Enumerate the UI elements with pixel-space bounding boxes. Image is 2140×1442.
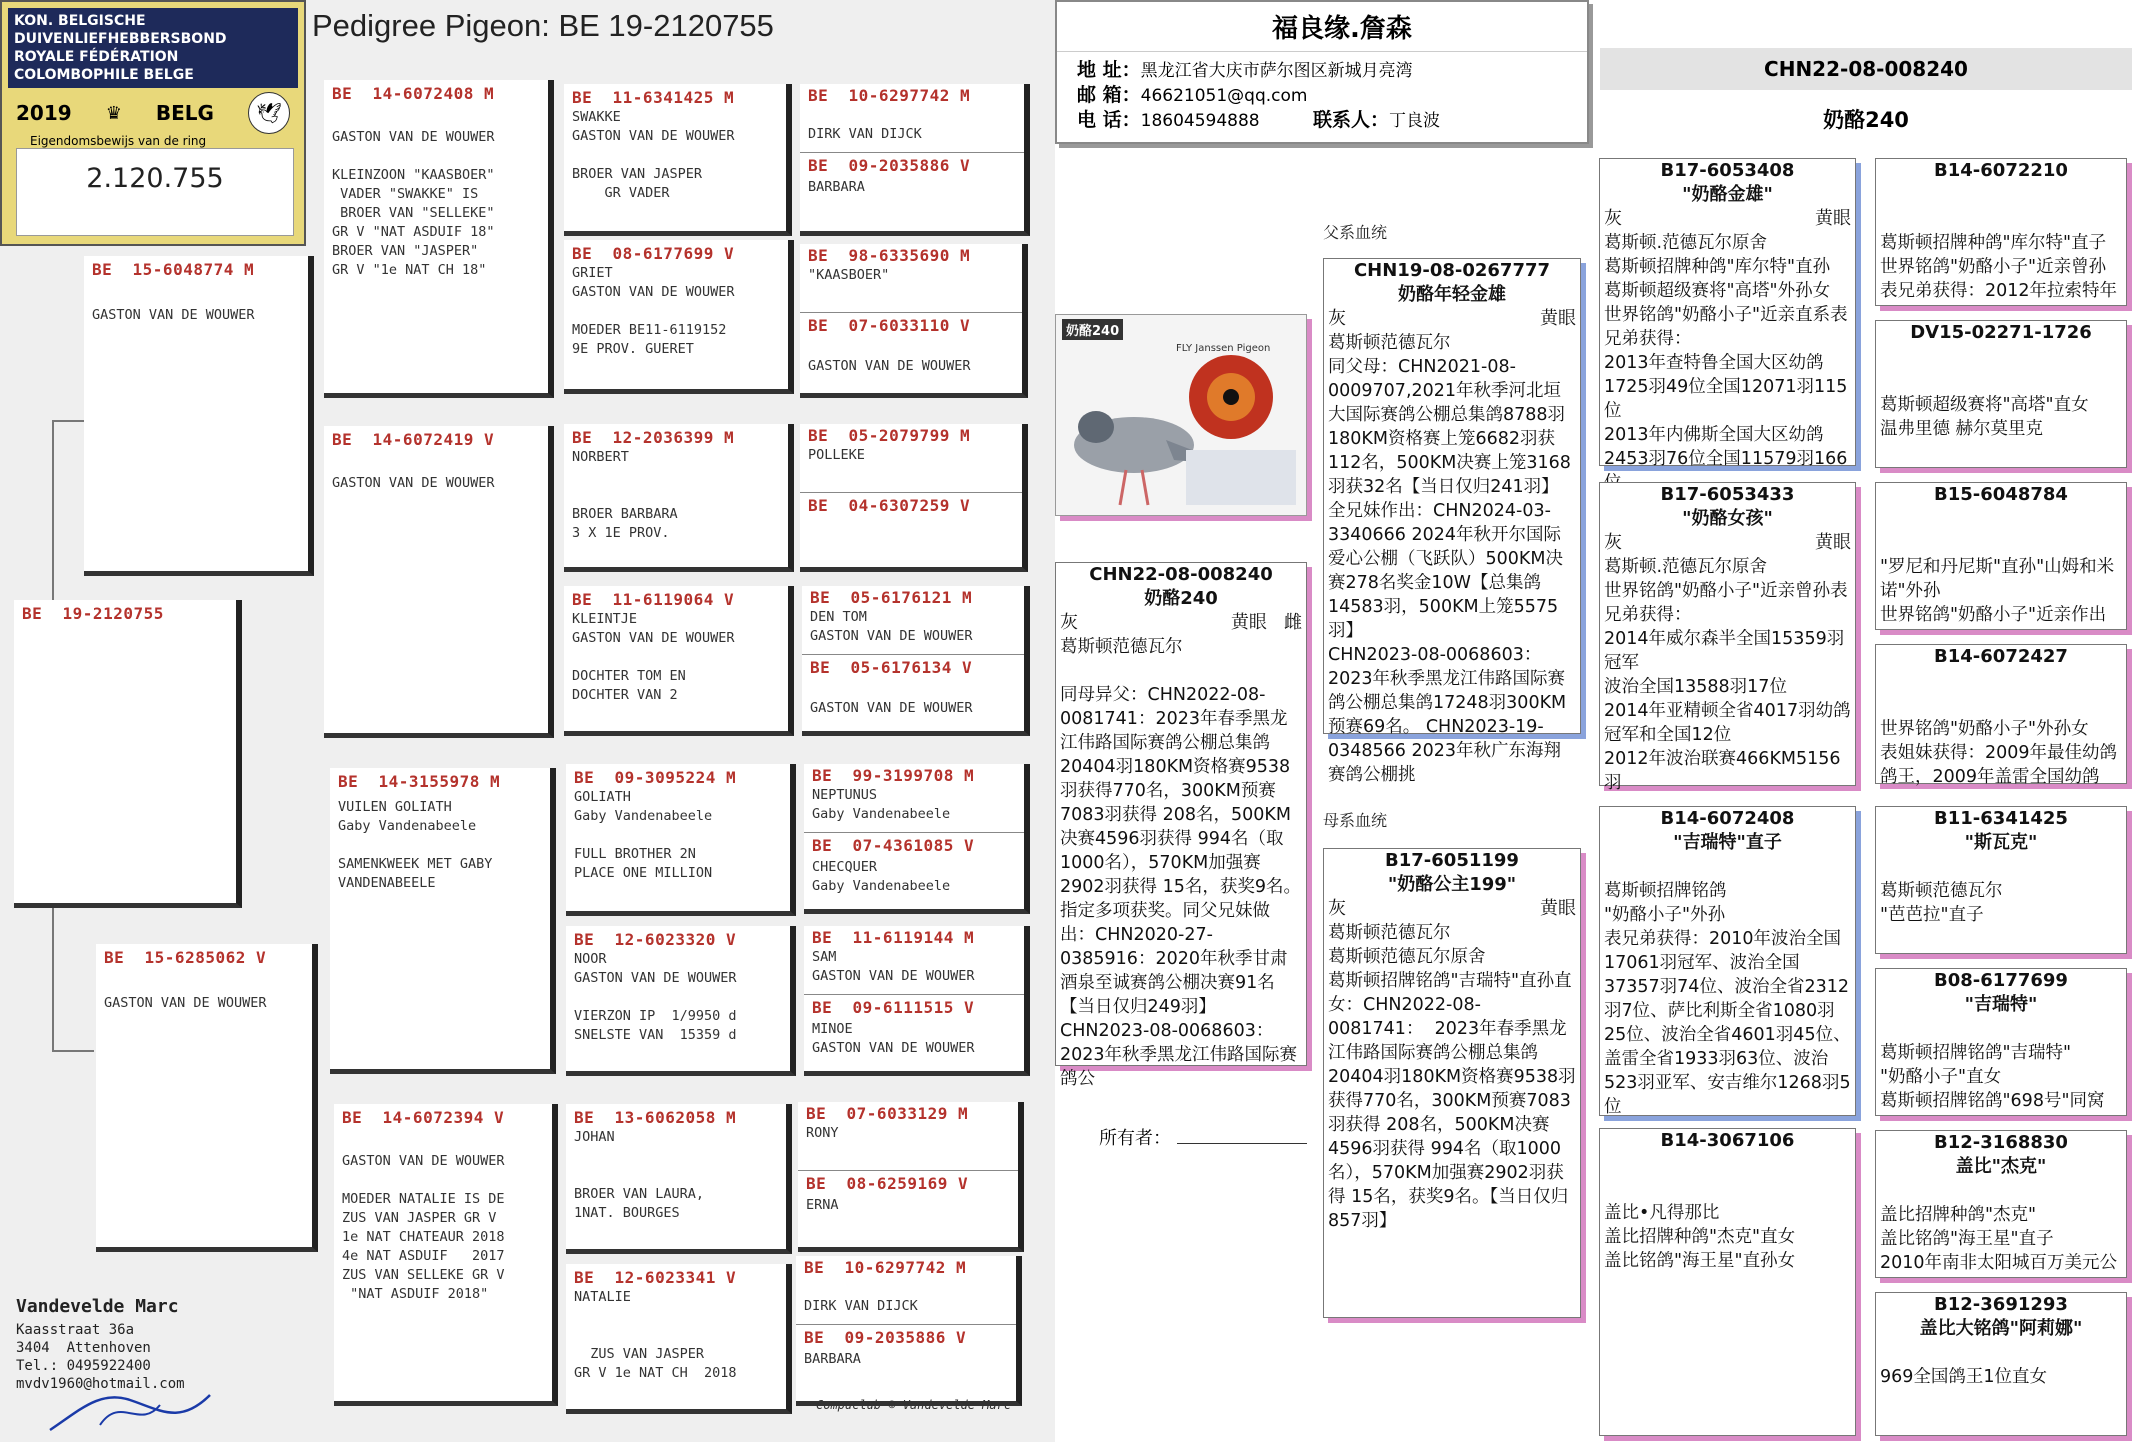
pigeon-notes: BARBARA bbox=[808, 179, 865, 195]
email-value: 46621051@qq.com bbox=[1140, 86, 1308, 106]
crown-icon: ♛ bbox=[105, 102, 122, 124]
great-grandparent-card bbox=[1875, 806, 2127, 954]
pigeon-notes: GASTON VAN DE WOUWER bbox=[332, 475, 495, 491]
divider bbox=[800, 312, 1022, 313]
pigeon-notes: 葛斯顿范德瓦尔 葛斯顿范德瓦尔原舍 葛斯顿招牌铭鸽"吉瑞特"直孙直女：CHN2022-08-0081741： 2023年春季黑龙江伟路国际赛鸽公棚总集鸽20404羽180KM资格赛9538羽获得770名，300KM预赛7083羽获得 208名，500KM决赛4596羽获得 994名（取1000名），570KM加强赛2902羽获得 15名，获奖9名。【当日仅归857羽】 bbox=[1328, 923, 1576, 1231]
footer-credit: Compuclub © Vandevelde Marc bbox=[816, 1398, 1012, 1412]
ancestor-pair-card bbox=[800, 244, 1028, 398]
pigeon-notes: NATALIE ZUS VAN JASPER GR V 1e NAT CH 2018 bbox=[574, 1289, 737, 1381]
pigeon-name bbox=[1876, 669, 2126, 693]
pigeon-name: 盖比"杰克" bbox=[1955, 1156, 2047, 1177]
pigeon-name: "奶酪金雄" bbox=[1682, 184, 1773, 205]
divider bbox=[804, 832, 1024, 833]
sire-pedigree-card bbox=[1323, 258, 1581, 785]
badge-year: 2019 bbox=[16, 101, 72, 125]
header-ring-bar bbox=[1600, 48, 2132, 90]
grandparent-card bbox=[1599, 806, 1856, 1116]
pigeon-emblem-icon: 🕊 bbox=[248, 92, 290, 134]
grandparent-card bbox=[1599, 158, 1856, 469]
ring-number: BE 15-6285062 V bbox=[104, 948, 267, 967]
phone-label: 电 话： bbox=[1077, 109, 1141, 131]
ring-number: BE 08-6177699 V bbox=[572, 244, 735, 263]
great-grandparent-card bbox=[564, 424, 794, 572]
ring-number: CHN19-08-0267777 bbox=[1353, 260, 1551, 281]
eye: 黄眼 bbox=[1815, 532, 1851, 553]
photo-brand: FLY Janssen Pigeon bbox=[1176, 343, 1271, 354]
badge-line3: Eigendomsbewijs van de ring bbox=[30, 134, 207, 148]
ring-number: B15-6048784 bbox=[1934, 484, 2068, 505]
pigeon-notes: GASTON VAN DE WOUWER KLEINZOON "KAASBOER" VADER "SWAKKE" IS BROER VAN "SELLEKE" GR V "NAT ASDUIF 18" BROER VAN "JASPER" GR V "1e NAT CH 18" bbox=[332, 129, 495, 278]
photo-title: 奶酪240 bbox=[1062, 319, 1123, 340]
pigeon-notes: POLLEKE bbox=[808, 447, 865, 463]
pigeon-notes: MINOE GASTON VAN DE WOUWER bbox=[812, 1021, 975, 1056]
ring-number: BE 10-6297742 M bbox=[804, 1258, 967, 1277]
pigeon-name: "奶酪女孩" bbox=[1682, 508, 1773, 529]
breeder-address: Kaasstraat 36a 3404 Attenhoven Tel.: 0495922400 mvdv1960@hotmail.com bbox=[16, 1322, 185, 1392]
pedigree-title: Pedigree Pigeon: BE 19-2120755 bbox=[312, 8, 774, 43]
ring-number: BE 09-3095224 M bbox=[574, 768, 737, 787]
ring-number: BE 09-2035886 V bbox=[804, 1328, 967, 1347]
pigeon-notes: GASTON VAN DE WOUWER bbox=[808, 358, 971, 374]
grandparent-card bbox=[324, 426, 554, 738]
pigeon-notes: NEPTUNUS Gaby Vandenabeele bbox=[812, 787, 951, 822]
divider bbox=[796, 1324, 1016, 1325]
great-grandparent-card bbox=[1875, 644, 2127, 787]
pigeon-notes: ERNA bbox=[806, 1197, 839, 1213]
great-grandparent-card bbox=[1875, 968, 2127, 1116]
ancestor-pair-card bbox=[802, 586, 1030, 736]
contact-label: 联系人： bbox=[1313, 109, 1390, 131]
pigeon-notes: NORBERT BROER BARBARA 3 X 1E PROV. bbox=[572, 449, 678, 541]
address-label: 地 址： bbox=[1077, 59, 1141, 81]
ring-number: B14-6072427 bbox=[1934, 646, 2068, 667]
ring-number: BE 09-6111515 V bbox=[812, 998, 975, 1017]
pigeon-notes: 葛斯顿.范德瓦尔原舍 世界铭鸽"奶酪小子"近亲曾孙表兄弟获得： 2014年威尔森半全国15359羽冠军 波治全国13588羽17位 2014年亚精顿全省4017羽幼鸽冠军和全国12位 2012年波治联赛466KM5156羽 bbox=[1604, 557, 1851, 793]
color: 灰 bbox=[1604, 532, 1622, 553]
pigeon-notes: SWAKKE GASTON VAN DE WOUWER BROER VAN JASPER GR VADER bbox=[572, 109, 735, 201]
pigeon-notes: 盖比•凡得那比 盖比招牌种鸽"杰克"直女 盖比铭鸽"海王星"直孙女 bbox=[1604, 1203, 1796, 1271]
ring-number: BE 08-6259169 V bbox=[806, 1174, 969, 1193]
belgian-pedigree-panel bbox=[0, 0, 1055, 1442]
pigeon-notes: "KAASBOER" bbox=[808, 267, 890, 283]
pigeon-name bbox=[1876, 345, 2126, 369]
pigeon-notes: GOLIATH Gaby Vandenabeele FULL BROTHER 2N PLACE ONE MILLION bbox=[574, 789, 713, 881]
divider bbox=[802, 654, 1024, 655]
subject-pigeon-card bbox=[14, 600, 242, 908]
pigeon-notes: DIRK VAN DIJCK bbox=[808, 126, 922, 142]
pigeon-notes: 盖比招牌种鸽"杰克" 盖比铭鸽"海王星"直子 2010年南非太阳城百万美元公 bbox=[1880, 1205, 2118, 1273]
ring-ownership-badge bbox=[0, 0, 306, 246]
ring-number: BE 13-6062058 M bbox=[574, 1108, 737, 1127]
pigeon-name: 盖比大铭鸽"阿莉娜" bbox=[1919, 1318, 2083, 1339]
pigeon-name bbox=[1876, 183, 2126, 207]
ring-number: B08-6177699 bbox=[1934, 970, 2068, 991]
eye: 黄眼 bbox=[1230, 612, 1267, 633]
pigeon-name: "奶酪公主199" bbox=[1387, 874, 1517, 895]
great-grandparent-card bbox=[1875, 320, 2127, 468]
owner-label: 所有者： bbox=[1099, 1128, 1171, 1149]
great-grandparent-card bbox=[566, 926, 796, 1076]
great-grandparent-card bbox=[564, 240, 794, 394]
father-line-label: 父系血统 bbox=[1323, 223, 1388, 242]
chinese-pedigree-panel bbox=[1055, 0, 2140, 1442]
ring-number: BE 07-6033110 V bbox=[808, 316, 971, 335]
ring-number: BE 12-2036399 M bbox=[572, 428, 735, 447]
pigeon-notes: 葛斯顿.范德瓦尔原舍 葛斯顿招牌种鸽"库尔特"直孙 葛斯顿超级赛将"高塔"外孙女 世界铭鸽"奶酪小子"近亲直系表兄弟获得： 2013年查特鲁全国大区幼鸽1725羽49位全国12071羽115位 2013年内佛斯全国大区幼鸽2453羽76位全国11579羽166 bbox=[1604, 233, 1848, 469]
mother-line-label: 母系血统 bbox=[1323, 811, 1388, 830]
ring-number: B17-6053408 bbox=[1660, 160, 1795, 181]
eye: 黄眼 bbox=[1815, 208, 1851, 229]
pigeon-notes: 葛斯顿范德瓦尔 同父母：CHN2021-08-0009707,2021年秋季河北垣大国际赛鸽公棚总集鸽8788羽180KM资格赛上笼6682羽获112名，500KM决赛上笼3168羽获32名【当日仅归241羽】全兄妹作出：CHN2024-03-3340666 2024年秋开尔国际爱心公棚（飞跃队）500KM决赛278名奖金10W【总集鸽14583羽，500KM上笼5575羽】 CHN2023-08-0068603：2023年秋季黑龙江伟路国际赛鸽公棚总集鸽17248羽300KM预赛69名。 CHN2023-19-0348566 2023年秋广东海翔赛鸽公棚挑 bbox=[1328, 333, 1571, 785]
color: 灰 bbox=[1604, 208, 1622, 229]
divider bbox=[798, 1170, 1018, 1171]
badge-line1: KON. BELGISCHE DUIVENLIEFHEBBERSBOND bbox=[14, 13, 227, 47]
ring-number: BE 05-6176134 V bbox=[810, 658, 973, 677]
badge-country: BELG bbox=[155, 101, 214, 125]
pigeon-notes: GASTON VAN DE WOUWER MOEDER NATALIE IS DE ZUS VAN JASPER GR V 1e NAT CHATEAUR 2018 4e NAT ASDUIF 2017 ZUS VAN SELLEKE GR V "NAT ASDUIF 2018" bbox=[342, 1153, 505, 1302]
ring-number: B12-3168830 bbox=[1934, 1132, 2068, 1153]
ring-number: B14-3067106 bbox=[1660, 1130, 1795, 1151]
dam-card bbox=[96, 944, 318, 1252]
ring-number: BE 05-2079799 M bbox=[808, 426, 971, 445]
pigeon-notes: 葛斯顿范德瓦尔 "芭芭拉"直子 bbox=[1880, 881, 2003, 925]
grandparent-card bbox=[334, 1104, 558, 1406]
pigeon-notes: 葛斯顿招牌铭鸽 "奶酪小子"外孙 表兄弟获得：2010年波治全国17061羽冠军、波治全国37357羽74位、波治全省2312羽7位、萨比利斯全省1080羽25位、波治全省4601羽45位、盖雷全省1933羽63位、波治523羽亚军、安吉维尔1268羽5位 bbox=[1604, 881, 1851, 1117]
pigeon-notes: DEN TOM GASTON VAN DE WOUWER bbox=[810, 609, 973, 644]
breeder-text: GASTON VAN DE WOUWER bbox=[92, 307, 255, 323]
sire-card bbox=[84, 256, 314, 576]
color: 灰 bbox=[1328, 898, 1346, 919]
pigeon-notes: KLEINTJE GASTON VAN DE WOUWER DOCHTER TOM EN DOCHTER VAN 2 bbox=[572, 611, 735, 703]
badge-line2: ROYALE FÉDÉRATION COLOMBOPHILE BELGE bbox=[14, 49, 194, 83]
ring-number: B14-6072408 bbox=[1660, 808, 1795, 829]
pigeon-notes: JOHAN BROER VAN LAURA, 1NAT. BOURGES bbox=[574, 1129, 705, 1221]
ancestor-pair-card bbox=[800, 424, 1028, 572]
breeder-name: Vandevelde Marc bbox=[16, 1296, 179, 1317]
ring-number: B14-6072210 bbox=[1934, 160, 2068, 181]
ancestor-pair-card bbox=[800, 84, 1030, 236]
pigeon-notes: GRIET GASTON VAN DE WOUWER MOEDER BE11-6119152 9E PROV. GUERET bbox=[572, 265, 735, 357]
breeder-text: GASTON VAN DE WOUWER bbox=[104, 995, 267, 1011]
pigeon-notes: 葛斯顿招牌种鸽"库尔特"直子 世界铭鸽"奶酪小子"近亲曾孙 表兄弟获得：2012年拉索特年 bbox=[1880, 233, 2118, 301]
pigeon-notes: BARBARA bbox=[804, 1351, 861, 1367]
pigeon-notes: 葛斯顿招牌铭鸽"吉瑞特" "奶酪小子"直女 葛斯顿招牌铭鸽"698号"同窝 bbox=[1880, 1043, 2105, 1111]
ring-number: BE 19-2120755 bbox=[22, 604, 164, 623]
email-label: 邮 箱： bbox=[1077, 84, 1141, 106]
subject-pedigree-card bbox=[1055, 562, 1307, 1089]
great-grandparent-card bbox=[1875, 1292, 2127, 1436]
pigeon-name: "吉瑞特"直子 bbox=[1673, 832, 1782, 853]
ring-number: BE 09-2035886 V bbox=[808, 156, 971, 175]
pigeon-notes: SAM GASTON VAN DE WOUWER bbox=[812, 949, 975, 984]
great-grandparent-card bbox=[1875, 158, 2127, 306]
great-grandparent-card bbox=[564, 84, 792, 236]
ring-number: B17-6051199 bbox=[1385, 850, 1519, 871]
pigeon-name: 奶酪年轻金雄 bbox=[1398, 284, 1506, 305]
great-grandparent-card bbox=[566, 764, 796, 916]
dam-pedigree-card bbox=[1323, 848, 1581, 1318]
pigeon-notes: "罗尼和丹尼斯"直孙"山姆和米诺"外孙 世界铭鸽"奶酪小子"近亲作出 bbox=[1880, 557, 2115, 625]
ring-number: CHN22-08-008240 bbox=[1089, 564, 1273, 585]
ring-number: BE 12-6023320 V bbox=[574, 930, 737, 949]
pigeon-notes: GASTON VAN DE WOUWER bbox=[810, 700, 973, 716]
ancestor-pair-card bbox=[804, 764, 1030, 914]
great-grandparent-card bbox=[1875, 482, 2127, 630]
ancestor-pair-card bbox=[796, 1256, 1022, 1406]
grandparent-card bbox=[330, 768, 556, 1074]
ring-number: BE 14-3155978 M bbox=[338, 772, 501, 791]
great-grandparent-card bbox=[564, 586, 794, 736]
pigeon-name: "吉瑞特" bbox=[1964, 994, 2038, 1015]
ring-number: BE 12-6023341 V bbox=[574, 1268, 737, 1287]
pigeon-name: "斯瓦克" bbox=[1964, 832, 2038, 853]
pigeon-notes: CHECQUER Gaby Vandenabeele bbox=[812, 859, 951, 894]
ring-number: BE 14-6072408 M bbox=[332, 84, 495, 103]
ring-number: BE 14-6072394 V bbox=[342, 1108, 505, 1127]
ring-number: BE 07-6033129 M bbox=[806, 1104, 969, 1123]
pigeon-name bbox=[1876, 507, 2126, 531]
ring-number: B17-6053433 bbox=[1660, 484, 1795, 505]
pigeon-photo-card bbox=[1055, 314, 1307, 516]
ring-number: BE 14-6072419 V bbox=[332, 430, 495, 449]
pigeon-notes: 世界铭鸽"奶酪小子"外孙女 表姐妹获得：2009年最佳幼鸽鸽王，2009年盖雷全国幼鸽 bbox=[1880, 719, 2118, 787]
color: 灰 bbox=[1328, 308, 1346, 329]
header-ring: CHN22-08-008240 bbox=[1764, 57, 1968, 81]
ring-number: BE 11-6119064 V bbox=[572, 590, 735, 609]
contact-value: 丁良波 bbox=[1389, 111, 1441, 131]
ring-number: B11-6341425 bbox=[1934, 808, 2068, 829]
pigeon-notes: VUILEN GOLIATH Gaby Vandenabeele SAMENKWEEK MET GABY VANDENABEELE bbox=[338, 799, 493, 891]
pigeon-notes: 葛斯顿范德瓦尔 同母异父：CHN2022-08-0081741：2023年春季黑龙江伟路国际赛鸽公棚总集鸽20404羽180KM资格赛9538羽获得770名，300KM预赛7083羽获得 208名，500KM决赛4596羽获得 994名（取1000名），570KM加强赛2902羽获得 15名，获奖9名。指定多项获奖。同父兄妹做出：CHN2020-27-0385916：2020年秋季甘肃酒泉至诚赛鸽公棚决赛91名【当日仅归249羽】 CHN2023-08-0068603：2023年秋季黑龙江伟路国际赛鸽公 bbox=[1060, 637, 1302, 1089]
ring-number: BE 11-6119144 M bbox=[812, 928, 975, 947]
ring-number: BE 04-6307259 V bbox=[808, 496, 971, 515]
ring-number: BE 05-6176121 M bbox=[810, 588, 973, 607]
eye: 黄眼 bbox=[1540, 898, 1576, 919]
address-value: 黑龙江省大庆市萨尔图区新城月亮湾 bbox=[1140, 61, 1413, 81]
grandparent-card bbox=[324, 80, 554, 398]
great-grandparent-card bbox=[566, 1264, 792, 1414]
grandparent-card bbox=[1599, 1128, 1856, 1436]
great-grandparent-card bbox=[566, 1104, 792, 1254]
loft-info-box bbox=[1055, 0, 1589, 144]
ancestor-pair-card bbox=[798, 1102, 1024, 1252]
eye: 黄眼 bbox=[1540, 308, 1576, 329]
ring-number: BE 10-6297742 M bbox=[808, 86, 971, 105]
badge-ring-number: 2.120.755 bbox=[86, 163, 224, 194]
header-name: 奶酪240 bbox=[1823, 108, 1909, 132]
pigeon-notes: RONY bbox=[806, 1125, 839, 1141]
grandparent-card bbox=[1599, 482, 1856, 793]
pigeon-notes: DIRK VAN DIJCK bbox=[804, 1298, 918, 1314]
pigeon-name: 奶酪240 bbox=[1144, 588, 1218, 609]
loft-name: 福良缘.詹森 bbox=[1272, 14, 1412, 44]
pigeon-notes: 葛斯顿超级赛将"高塔"直女 温弗里德 赫尔莫里克 bbox=[1880, 395, 2089, 439]
ring-number: BE 07-4361085 V bbox=[812, 836, 975, 855]
divider bbox=[804, 994, 1024, 995]
pigeon-image bbox=[1056, 315, 1306, 515]
great-grandparent-card bbox=[1875, 1130, 2127, 1278]
signature-image bbox=[40, 1370, 220, 1440]
pigeon-notes: 969全国鸽王1位直女 bbox=[1880, 1367, 2048, 1387]
ring-number: BE 98-6335690 M bbox=[808, 246, 971, 265]
ring-number: BE 15-6048774 M bbox=[92, 260, 255, 279]
ring-number: BE 11-6341425 M bbox=[572, 88, 735, 107]
owner-line bbox=[1177, 1143, 1307, 1144]
ring-number: BE 99-3199708 M bbox=[812, 766, 975, 785]
color: 灰 bbox=[1060, 612, 1078, 633]
pigeon-notes: NOOR GASTON VAN DE WOUWER VIERZON IP 1/9950 d SNELSTE VAN 15359 d bbox=[574, 951, 737, 1043]
divider bbox=[800, 492, 1022, 493]
ring-number: B12-3691293 bbox=[1934, 1294, 2068, 1315]
phone-value: 18604594888 bbox=[1140, 111, 1260, 131]
sex: 雌 bbox=[1284, 612, 1302, 633]
ancestor-pair-card bbox=[804, 926, 1030, 1076]
ring-number: DV15-02271-1726 bbox=[1910, 322, 2092, 343]
divider bbox=[800, 152, 1024, 153]
